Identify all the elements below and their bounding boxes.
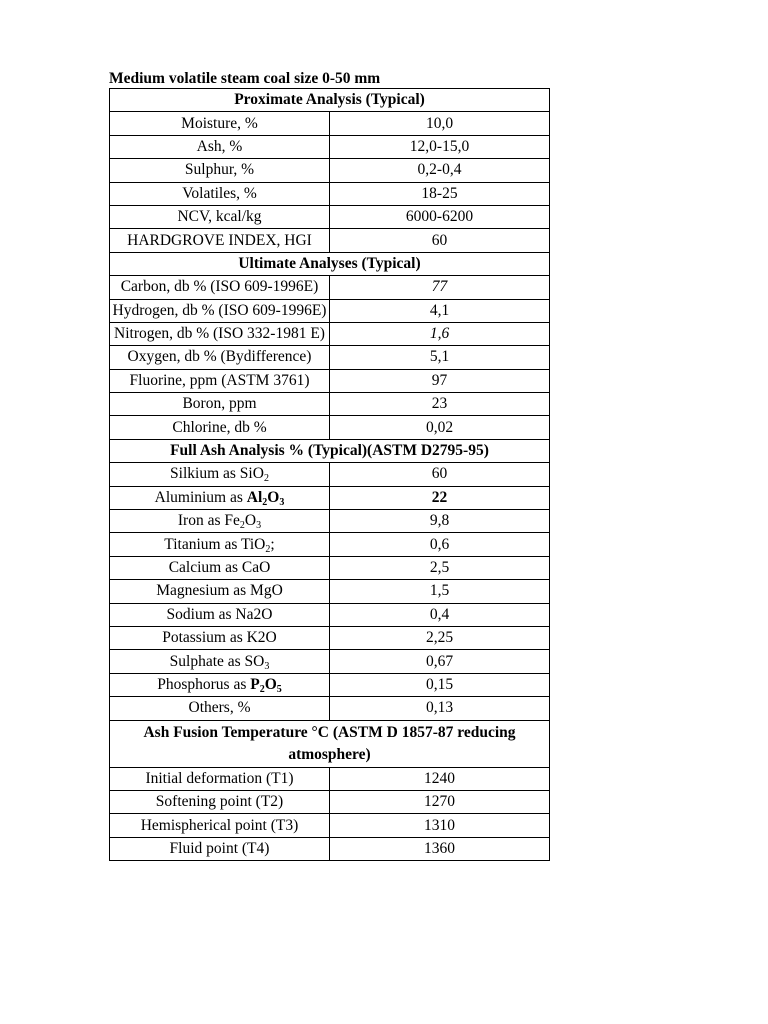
table-row — [110, 416, 550, 439]
row-value: 77 — [330, 276, 550, 299]
formula-part: O — [264, 675, 277, 693]
row-value: 0,15 — [330, 673, 550, 696]
section-header-proximate — [110, 89, 550, 112]
row-value: 9,8 — [330, 510, 550, 533]
row-value: 0,2-0,4 — [330, 159, 550, 182]
row-value: 97 — [330, 369, 550, 392]
formula-subscript: 3 — [256, 520, 262, 532]
formula-subscript: 2 — [262, 496, 268, 508]
row-value: 1,5 — [330, 580, 550, 603]
row-value: 4,1 — [330, 299, 550, 322]
row-value: 0,13 — [330, 697, 550, 720]
table-row — [110, 276, 550, 299]
label-text: Sulphate as SO — [169, 652, 265, 670]
row-label — [110, 463, 330, 486]
formula-subscript: 3 — [279, 496, 285, 508]
row-label: Others, % — [110, 697, 330, 720]
label-subscript: 2 — [263, 473, 269, 485]
table-row — [110, 767, 550, 790]
table-row — [110, 322, 550, 345]
row-value: 22 — [330, 486, 550, 509]
formula-part: O — [267, 488, 280, 506]
row-label: Fluid point (T4) — [110, 837, 330, 860]
table-row — [110, 814, 550, 837]
table-row — [110, 556, 550, 579]
table-row — [110, 346, 550, 369]
section-heading: Ultimate Analyses (Typical) — [110, 252, 550, 275]
table-row — [110, 790, 550, 813]
table-row — [110, 463, 550, 486]
row-value: 0,6 — [330, 533, 550, 556]
row-value: 1240 — [330, 767, 550, 790]
formula-part: O — [244, 512, 257, 530]
row-value: 0,67 — [330, 650, 550, 673]
label-text: Titanium as TiO — [164, 535, 266, 553]
row-value: 5,1 — [330, 346, 550, 369]
row-value: 0,4 — [330, 603, 550, 626]
section-header-fusion — [110, 720, 550, 767]
label-subscript: 2 — [265, 543, 271, 555]
row-value: 1360 — [330, 837, 550, 860]
table-row — [110, 650, 550, 673]
coal-spec-table — [109, 88, 550, 861]
row-value: 1,6 — [330, 322, 550, 345]
label-subscript: 3 — [264, 660, 270, 672]
document-title: Medium volatile steam coal size 0-50 mm — [109, 70, 381, 87]
row-label: Chlorine, db % — [110, 416, 330, 439]
row-label: Hydrogen, db % (ISO 609-1996E) — [110, 299, 330, 322]
row-label: Hemispherical point (T3) — [110, 814, 330, 837]
label-text: Aluminium as — [154, 488, 247, 506]
label-tail: ; — [270, 535, 275, 553]
section-header-ash-analysis — [110, 439, 550, 462]
row-label: Fluorine, ppm (ASTM 3761) — [110, 369, 330, 392]
row-label — [110, 533, 330, 556]
row-label — [110, 510, 330, 533]
label-text: Phosphorus as — [157, 675, 251, 693]
formula-part: Al — [246, 488, 263, 506]
table-row — [110, 299, 550, 322]
table-row — [110, 205, 550, 228]
formula-subscript: 2 — [259, 683, 265, 695]
table-row — [110, 182, 550, 205]
table-row — [110, 135, 550, 158]
row-label: Ash, % — [110, 135, 330, 158]
row-label: Magnesium as MgO — [110, 580, 330, 603]
row-label: NCV, kcal/kg — [110, 205, 330, 228]
row-label: Sulphur, % — [110, 159, 330, 182]
table-row — [110, 510, 550, 533]
table-row — [110, 603, 550, 626]
table-row — [110, 837, 550, 860]
row-value: 18-25 — [330, 182, 550, 205]
section-heading: Proximate Analysis (Typical) — [110, 89, 550, 112]
row-label — [110, 486, 330, 509]
row-label: Volatiles, % — [110, 182, 330, 205]
table-row — [110, 533, 550, 556]
table-row — [110, 626, 550, 649]
table-row — [110, 369, 550, 392]
row-label: Softening point (T2) — [110, 790, 330, 813]
row-value: 23 — [330, 393, 550, 416]
table-row — [110, 229, 550, 252]
row-value: 1310 — [330, 814, 550, 837]
row-label: Boron, ppm — [110, 393, 330, 416]
row-value: 60 — [330, 229, 550, 252]
row-label: Calcium as CaO — [110, 556, 330, 579]
row-value: 6000-6200 — [330, 205, 550, 228]
formula-subscript: 2 — [239, 520, 245, 532]
label-text: Iron as Fe — [177, 512, 240, 530]
row-label: Moisture, % — [110, 112, 330, 135]
row-label: Oxygen, db % (Bydifference) — [110, 346, 330, 369]
row-value: 1270 — [330, 790, 550, 813]
row-label: Nitrogen, db % (ISO 332-1981 E) — [110, 322, 330, 345]
row-label — [110, 673, 330, 696]
section-heading: Full Ash Analysis % (Typical)(ASTM D2795-95) — [110, 439, 550, 462]
table-row — [110, 486, 550, 509]
row-value: 2,25 — [330, 626, 550, 649]
row-label: Sodium as Na2O — [110, 603, 330, 626]
row-value: 12,0-15,0 — [330, 135, 550, 158]
formula-subscript: 5 — [276, 683, 282, 695]
row-value: 0,02 — [330, 416, 550, 439]
row-label — [110, 650, 330, 673]
row-value: 10,0 — [330, 112, 550, 135]
row-label: Carbon, db % (ISO 609-1996E) — [110, 276, 330, 299]
table-row — [110, 580, 550, 603]
table-row — [110, 393, 550, 416]
table-row — [110, 159, 550, 182]
row-label: HARDGROVE INDEX, HGI — [110, 229, 330, 252]
row-value: 60 — [330, 463, 550, 486]
section-header-ultimate — [110, 252, 550, 275]
label-text: Silkium as SiO — [170, 465, 264, 483]
section-heading: Ash Fusion Temperature °C (ASTM D 1857-87 reducing atmosphere) — [110, 720, 550, 767]
row-label: Potassium as K2O — [110, 626, 330, 649]
table-row — [110, 673, 550, 696]
row-value: 2,5 — [330, 556, 550, 579]
table-row — [110, 112, 550, 135]
formula-part: P — [250, 675, 260, 693]
row-label: Initial deformation (T1) — [110, 767, 330, 790]
table-row — [110, 697, 550, 720]
